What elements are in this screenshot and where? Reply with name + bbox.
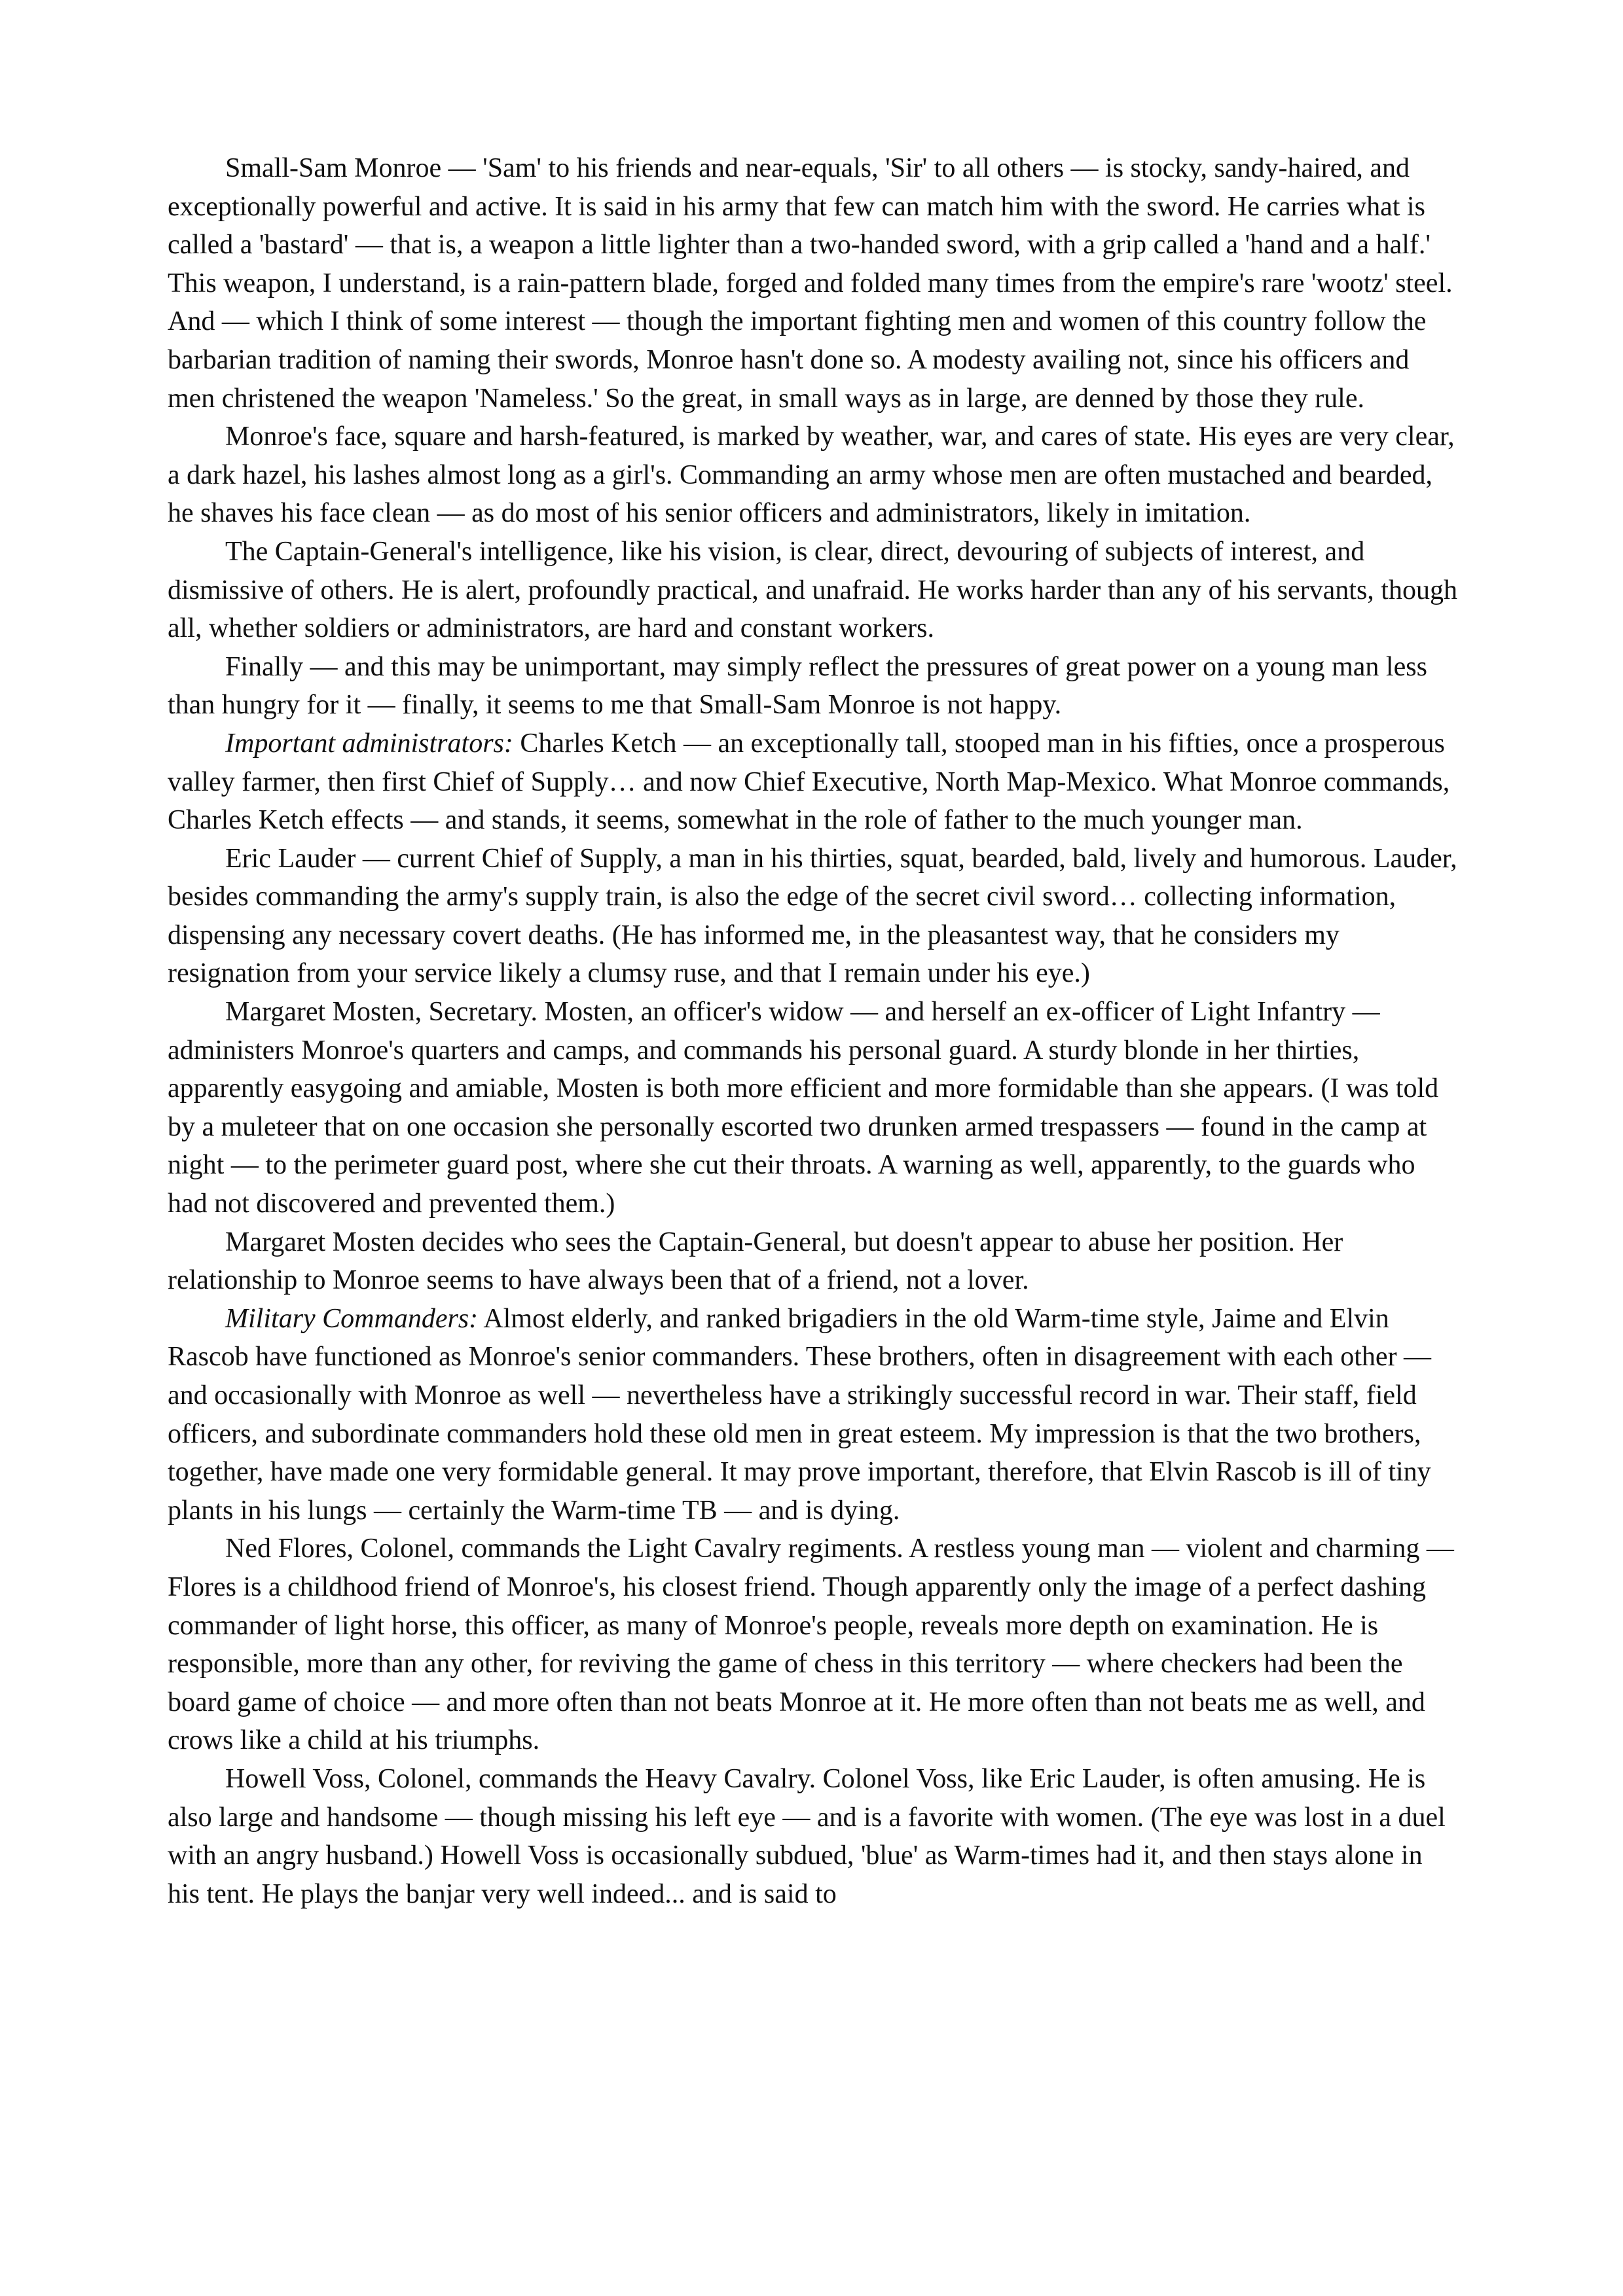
paragraph-monroe-description — [168, 149, 1459, 418]
paragraph-text: Almost elderly, and ranked brigadiers in the old Warm-time style, Jaime and Elvin Rascob have functioned as Monroe's senior commanders. These brothers, often in disagreement with each other — and occasionally with Monroe as well — nevertheless have a strikingly successful record in war. Their staff, field officers, and subordinate commanders hold these old men in great esteem. My impression is that the two brothers, together, have made one very formidable general. It may prove important, therefore, that Elvin Rascob is ill of tiny plants in his lungs — certainly the Warm-time TB — and is dying. — [168, 1303, 1432, 1526]
paragraph-mosten-position — [168, 1223, 1459, 1300]
paragraph-charles-ketch — [168, 725, 1459, 840]
paragraph-monroe-face — [168, 418, 1459, 533]
paragraph-text: Margaret Mosten, Secretary. Mosten, an officer's widow — and herself an ex-officer of Light Infantry — administers Monroe's quarters and camps, and commands his personal guard. A sturdy blonde in her thirties, apparently easygoing and amiable, Mosten is both more efficient and more formidable than she appears. (I was told by a muleteer that on one occasion she personally escorted two drunken armed trespassers — found in the camp at night — to the perimeter guard post, where she cut their throats. A warning as well, apparently, to the guards who had not discovered and prevented them.) — [168, 997, 1439, 1219]
paragraph-monroe-intelligence — [168, 533, 1459, 648]
section-lead-military: Military Commanders: — [225, 1303, 479, 1334]
paragraph-monroe-happiness — [168, 648, 1459, 725]
paragraph-ned-flores — [168, 1530, 1459, 1760]
paragraph-text: Finally — and this may be unimportant, may simply reflect the pressures of great power on a young man less than hungry for it — finally, it seems to me that Small-Sam Monroe is not happy. — [168, 651, 1427, 721]
paragraph-text: Small-Sam Monroe — 'Sam' to his friends and near-equals, 'Sir' to all others — is stocky, sandy-haired, and exceptionally powerful and active. It is said in his army that few can match him with the sword. He carries what is called a 'bastard' — that is, a weapon a little lighter than a two-handed sword, with a grip called a 'hand and a half.' This weapon, I understand, is a rain-pattern blade, forged and folded many times from the empire's rare 'wootz' steel. And — which I think of some interest — though the important fighting men and women of this country follow the barbarian tradition of naming their swords, Monroe hasn't done so. A modesty availing not, since his officers and men christened the weapon 'Nameless.' So the great, in small ways as in large, are denned by those they rule. — [168, 153, 1453, 414]
section-lead-administrators: Important administrators: — [225, 728, 513, 759]
paragraph-text: Howell Voss, Colonel, commands the Heavy Cavalry. Colonel Voss, like Eric Lauder, is often amusing. He is also large and handsome — though missing his left eye — and is a favorite with women. (The eye was lost in a duel with an angry husband.) Howell Voss is occasionally subdued, 'blue' as Warm-times had it, and then stays alone in his tent. He plays the banjar very well indeed... and is said to — [168, 1763, 1446, 1909]
paragraph-margaret-mosten — [168, 993, 1459, 1223]
paragraph-text: Ned Flores, Colonel, commands the Light Cavalry regiments. A restless young man — violent and charming — Flores is a childhood friend of Monroe's, his closest friend. Though apparently only the image of a perfect dashing commander of light horse, this officer, as many of Monroe's people, reveals more depth on examination. He is responsible, more than any other, for reviving the game of chess in this territory — where checkers had been the board game of choice — and more often than not beats Monroe at it. He more often than not beats me as well, and crows like a child at his triumphs. — [168, 1534, 1454, 1756]
paragraph-text: Monroe's face, square and harsh-featured, is marked by weather, war, and cares of state. His eyes are very clear, a dark hazel, his lashes almost long as a girl's. Commanding an army whose men are often mustached and bearded, he shaves his face clean — as do most of his senior officers and administrators, likely in imitation. — [168, 422, 1455, 529]
paragraph-howell-voss — [168, 1760, 1459, 1913]
paragraph-rascob-brothers — [168, 1300, 1459, 1530]
paragraph-text: The Captain-General's intelligence, like his vision, is clear, direct, devouring of subjects of interest, and dismissive of others. He is alert, profoundly practical, and unafraid. He works harder than any of his servants, though all, whether soldiers or administrators, are hard and constant workers. — [168, 536, 1457, 644]
paragraph-text: Eric Lauder — current Chief of Supply, a man in his thirties, squat, bearded, bald, lively and humorous. Lauder, besides commanding the army's supply train, is also the edge of the secret civil sword… collecting information, dispensing any necessary covert deaths. (He has informed me, in the pleasantest way, that he considers my resignation from your service likely a clumsy ruse, and that I remain under his eye.) — [168, 843, 1457, 989]
paragraph-eric-lauder — [168, 840, 1459, 993]
body-text — [168, 149, 1459, 1913]
paragraph-text: Margaret Mosten decides who sees the Captain-General, but doesn't appear to abuse her position. Her relationship to Monroe seems to have always been that of a friend, not a lover. — [168, 1227, 1343, 1296]
paragraph-text: Charles Ketch — an exceptionally tall, stooped man in his fifties, once a prosperous valley farmer, then first Chief of Supply… and now Chief Executive, North Map-Mexico. What Monroe commands, Charles Ketch effects — and stands, it seems, somewhat in the role of father to the much younger man. — [168, 728, 1450, 836]
